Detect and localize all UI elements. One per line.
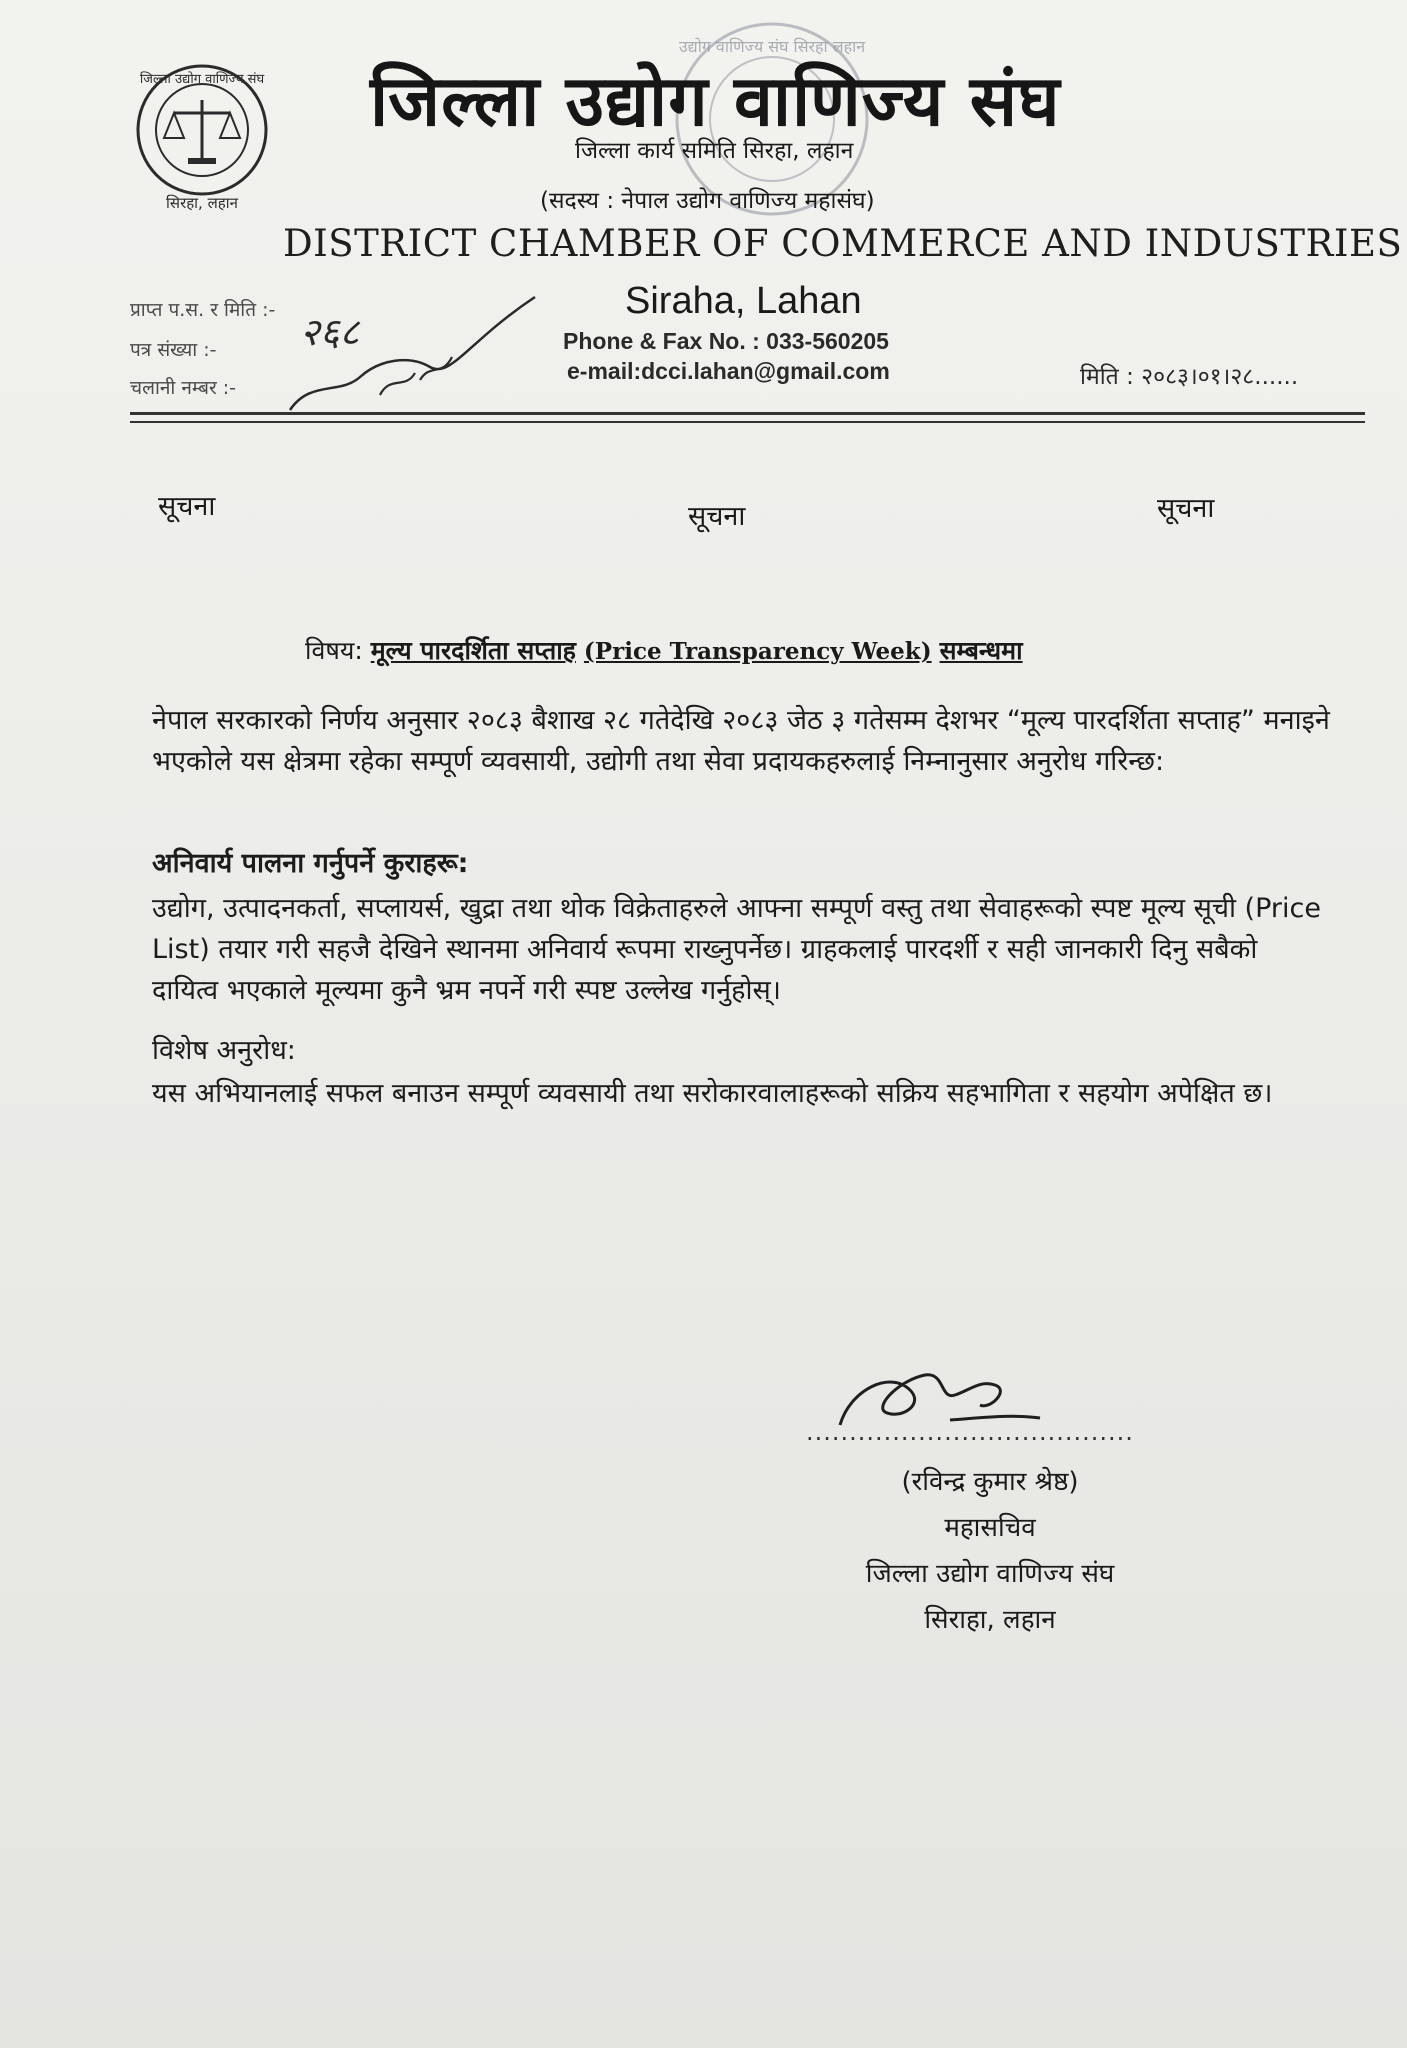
subject-text-nepali: मूल्य पारदर्शिता सप्ताह [370,636,576,665]
org-email: e-mail:dcci.lahan@gmail.com [567,358,890,384]
signature-line: ...................................... [806,1418,1134,1446]
org-subtitle-membership: (सदस्य : नेपाल उद्योग वाणिज्य महासंघ) [540,188,875,214]
body-paragraph-intro: नेपाल सरकारको निर्णय अनुसार २०८३ बैशाख २८ गतेदेखि २०८३ जेठ ३ गतेसम्म देशभर “मूल्य पारदर्शिता सप्ताह” मनाइने भएकोले यस क्षेत्रमा रहेका सम्पूर्ण व्यवसायी, उद्योगी तथा सेवा प्रदायकहरुलाई निम्नानुसार अनुरोध गरिन्छ: [152,705,1330,777]
chamber-logo [130,58,275,228]
handwritten-number: २६८ [300,310,360,354]
body-paragraph-price-list: उद्योग, उत्पादनकर्ता, सप्लायर्स, खुद्रा तथा थोक विक्रेताहरुले आफ्ना सम्पूर्ण वस्तु तथा सेवाहरूको स्पष्ट मूल्य सूची (Price List) तयार गरी सहजै देखिने स्थानमा अनिवार्य रूपमा राख्नुपर्नेछ। ग्राहकलाई पारदर्शी र सही जानकारी दिनु सबैको दायित्व भएकाले मूल्यमा कुनै भ्रम नपर्ने गरी स्पष्ट उल्लेख गर्नुहोस्। [152,893,1321,1006]
signatory-designation: महासचिव [944,1513,1036,1543]
subject-label: विषय: [305,636,363,665]
body-paragraph-request: यस अभियानलाई सफल बनाउन सम्पूर्ण व्यवसायी तथा सरोकारवालाहरूको सक्रिय सहभागिता र सहयोग अपेक्षित छ। [152,1078,1273,1109]
received-label: प्राप्त प.स. र मिति :- [130,299,276,321]
letter-number-label: पत्र संख्या :- [130,339,217,361]
signatory-name: (रविन्द्र कुमार श्रेष्ठ) [901,1467,1079,1497]
org-location: Siraha, Lahan [625,280,862,322]
header-divider [130,412,1365,415]
org-phone: Phone & Fax No. : 033-560205 [563,328,889,354]
org-title-english: DISTRICT CHAMBER OF COMMERCE AND INDUSTRIES [283,222,1403,265]
logo-text-bottom: सिरहा, लहान [166,194,238,212]
logo-text-top: जिल्ला उद्योग वाणिज्य संघ [139,72,265,87]
letter-date: मिति : २०८३।०१।२८...... [1080,364,1299,390]
signatory-organization: जिल्ला उद्योग वाणिज्य संघ [865,1559,1115,1589]
notice-heading-center: सूचना [688,501,746,532]
org-title-nepali: जिल्ला उद्योग वाणिज्य संघ [370,60,1061,142]
dispatch-number-label: चलानी नम्बर :- [130,377,237,399]
notice-heading-left: सूचना [158,491,216,522]
stamp-text: उद्योग वाणिज्य संघ सिरहा लहान [678,37,866,56]
body-heading-mandatory: अनिवार्य पालना गर्नुपर्ने कुराहरू: [152,848,469,879]
body-heading-special-request: विशेष अनुरोध: [152,1035,296,1066]
subject-line [305,633,1023,667]
handwritten-reference [270,285,540,425]
header-divider-second [130,421,1365,423]
org-subtitle-committee: जिल्ला कार्य समिति सिरहा, लहान [575,138,854,164]
signatory-place: सिराहा, लहान [924,1605,1056,1635]
subject-text-end: सम्बन्धमा [939,636,1023,665]
subject-text-english: (Price Transparency Week) [583,638,932,665]
notice-heading-right: सूचना [1157,493,1215,524]
